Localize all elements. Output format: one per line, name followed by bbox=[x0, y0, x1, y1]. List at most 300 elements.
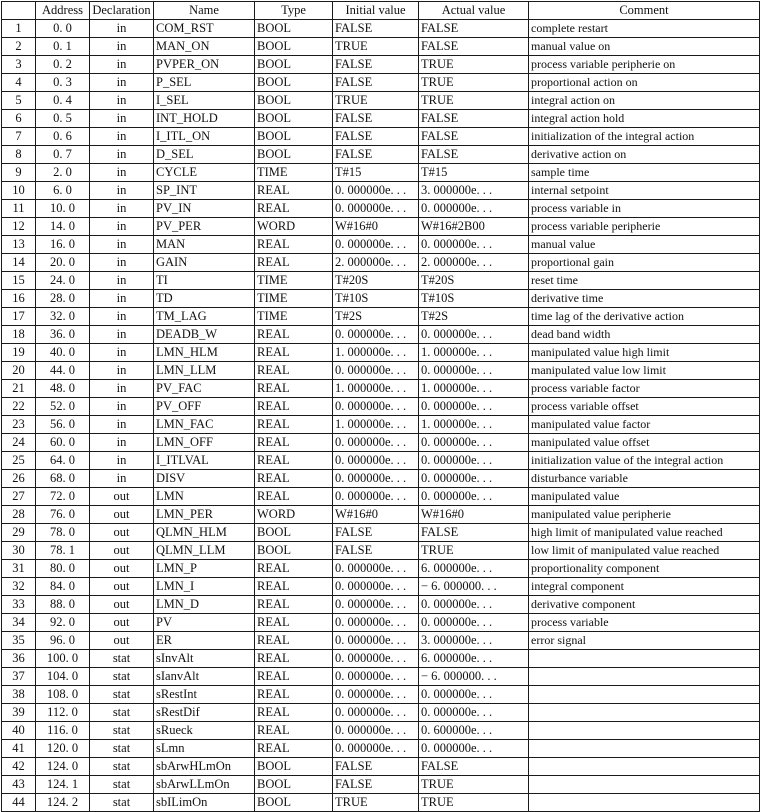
address-cell: 72. 0 bbox=[36, 488, 90, 506]
declaration-cell: in bbox=[90, 74, 154, 92]
declaration-cell: stat bbox=[90, 776, 154, 794]
type-cell: BOOL bbox=[255, 38, 333, 56]
initial-value-cell: TRUE bbox=[333, 794, 419, 812]
comment-cell bbox=[529, 704, 760, 722]
address-cell: 68. 0 bbox=[36, 470, 90, 488]
address-cell: 10. 0 bbox=[36, 200, 90, 218]
name-cell: LMN_OFF bbox=[154, 434, 255, 452]
initial-value-cell: 1. 000000e. . . bbox=[333, 416, 419, 434]
comment-cell: process variable peripherie on bbox=[529, 56, 760, 74]
declaration-cell: stat bbox=[90, 722, 154, 740]
type-cell: BOOL bbox=[255, 110, 333, 128]
name-cell: MAN_ON bbox=[154, 38, 255, 56]
actual-value-cell: T#10S bbox=[419, 290, 529, 308]
comment-cell: derivative action on bbox=[529, 146, 760, 164]
name-cell: I_SEL bbox=[154, 92, 255, 110]
declaration-cell: out bbox=[90, 524, 154, 542]
comment-cell: error signal bbox=[529, 632, 760, 650]
table-row bbox=[2, 110, 760, 128]
row-number: 15 bbox=[2, 272, 36, 290]
address-cell: 100. 0 bbox=[36, 650, 90, 668]
actual-value-cell: 6. 000000e. . . bbox=[419, 560, 529, 578]
header-actual-value: Actual value bbox=[419, 2, 529, 20]
address-cell: 0. 6 bbox=[36, 128, 90, 146]
name-cell: PV_PER bbox=[154, 218, 255, 236]
type-cell: BOOL bbox=[255, 56, 333, 74]
table-body bbox=[2, 20, 760, 812]
initial-value-cell: FALSE bbox=[333, 56, 419, 74]
actual-value-cell: T#15 bbox=[419, 164, 529, 182]
type-cell: REAL bbox=[255, 632, 333, 650]
actual-value-cell: W#16#0 bbox=[419, 506, 529, 524]
actual-value-cell: TRUE bbox=[419, 542, 529, 560]
initial-value-cell: 0. 000000e. . . bbox=[333, 470, 419, 488]
row-number: 24 bbox=[2, 434, 36, 452]
type-cell: REAL bbox=[255, 326, 333, 344]
initial-value-cell: T#15 bbox=[333, 164, 419, 182]
declaration-cell: in bbox=[90, 92, 154, 110]
type-cell: TIME bbox=[255, 290, 333, 308]
row-number: 28 bbox=[2, 506, 36, 524]
actual-value-cell: 1. 000000e. . . bbox=[419, 380, 529, 398]
row-number: 40 bbox=[2, 722, 36, 740]
row-number: 26 bbox=[2, 470, 36, 488]
name-cell: sIanvAlt bbox=[154, 668, 255, 686]
declaration-cell: in bbox=[90, 380, 154, 398]
type-cell: REAL bbox=[255, 434, 333, 452]
name-cell: SP_INT bbox=[154, 182, 255, 200]
declaration-cell: out bbox=[90, 542, 154, 560]
address-cell: 6. 0 bbox=[36, 182, 90, 200]
address-cell: 112. 0 bbox=[36, 704, 90, 722]
actual-value-cell: FALSE bbox=[419, 758, 529, 776]
row-number: 10 bbox=[2, 182, 36, 200]
table-row bbox=[2, 506, 760, 524]
type-cell: REAL bbox=[255, 488, 333, 506]
actual-value-cell: 1. 000000e. . . bbox=[419, 344, 529, 362]
name-cell: TI bbox=[154, 272, 255, 290]
name-cell: MAN bbox=[154, 236, 255, 254]
actual-value-cell: FALSE bbox=[419, 38, 529, 56]
row-number: 16 bbox=[2, 290, 36, 308]
address-cell: 124. 1 bbox=[36, 776, 90, 794]
table-row bbox=[2, 722, 760, 740]
address-cell: 32. 0 bbox=[36, 308, 90, 326]
row-number: 25 bbox=[2, 452, 36, 470]
address-cell: 76. 0 bbox=[36, 506, 90, 524]
row-number: 4 bbox=[2, 74, 36, 92]
row-number: 37 bbox=[2, 668, 36, 686]
row-number: 31 bbox=[2, 560, 36, 578]
declaration-cell: in bbox=[90, 200, 154, 218]
row-number: 19 bbox=[2, 344, 36, 362]
initial-value-cell: W#16#0 bbox=[333, 218, 419, 236]
actual-value-cell: 0. 000000e. . . bbox=[419, 362, 529, 380]
address-cell: 124. 0 bbox=[36, 758, 90, 776]
row-number: 32 bbox=[2, 578, 36, 596]
row-number: 8 bbox=[2, 146, 36, 164]
name-cell: QLMN_LLM bbox=[154, 542, 255, 560]
row-number: 11 bbox=[2, 200, 36, 218]
table-row bbox=[2, 56, 760, 74]
declaration-cell: in bbox=[90, 398, 154, 416]
name-cell: PVPER_ON bbox=[154, 56, 255, 74]
actual-value-cell: 0. 000000e. . . bbox=[419, 470, 529, 488]
actual-value-cell: 1. 000000e. . . bbox=[419, 416, 529, 434]
comment-cell: disturbance variable bbox=[529, 470, 760, 488]
table-row bbox=[2, 542, 760, 560]
name-cell: LMN_HLM bbox=[154, 344, 255, 362]
name-cell: PV bbox=[154, 614, 255, 632]
actual-value-cell: T#2S bbox=[419, 308, 529, 326]
header-comment: Comment bbox=[529, 2, 760, 20]
table-row bbox=[2, 758, 760, 776]
address-cell: 48. 0 bbox=[36, 380, 90, 398]
table-row bbox=[2, 524, 760, 542]
initial-value-cell: FALSE bbox=[333, 110, 419, 128]
row-number: 23 bbox=[2, 416, 36, 434]
initial-value-cell: W#16#0 bbox=[333, 506, 419, 524]
row-number: 33 bbox=[2, 596, 36, 614]
address-cell: 78. 0 bbox=[36, 524, 90, 542]
row-number: 27 bbox=[2, 488, 36, 506]
type-cell: BOOL bbox=[255, 92, 333, 110]
initial-value-cell: 0. 000000e. . . bbox=[333, 434, 419, 452]
initial-value-cell: 0. 000000e. . . bbox=[333, 740, 419, 758]
row-number: 41 bbox=[2, 740, 36, 758]
actual-value-cell: FALSE bbox=[419, 110, 529, 128]
declaration-cell: stat bbox=[90, 758, 154, 776]
name-cell: sRestDif bbox=[154, 704, 255, 722]
initial-value-cell: FALSE bbox=[333, 776, 419, 794]
row-number: 29 bbox=[2, 524, 36, 542]
declaration-cell: in bbox=[90, 38, 154, 56]
header-declaration: Declaration bbox=[90, 2, 154, 20]
address-cell: 64. 0 bbox=[36, 452, 90, 470]
name-cell: TD bbox=[154, 290, 255, 308]
initial-value-cell: 0. 000000e. . . bbox=[333, 398, 419, 416]
table-row bbox=[2, 614, 760, 632]
address-cell: 0. 0 bbox=[36, 20, 90, 38]
comment-cell: derivative component bbox=[529, 596, 760, 614]
table-row bbox=[2, 632, 760, 650]
comment-cell: manipulated value low limit bbox=[529, 362, 760, 380]
comment-cell: process variable bbox=[529, 614, 760, 632]
actual-value-cell: TRUE bbox=[419, 56, 529, 74]
table-row bbox=[2, 776, 760, 794]
type-cell: BOOL bbox=[255, 542, 333, 560]
type-cell: REAL bbox=[255, 398, 333, 416]
actual-value-cell: 0. 000000e. . . bbox=[419, 740, 529, 758]
table-row bbox=[2, 344, 760, 362]
table-row bbox=[2, 92, 760, 110]
comment-cell: low limit of manipulated value reached bbox=[529, 542, 760, 560]
table-row bbox=[2, 578, 760, 596]
actual-value-cell: 2. 000000e. . . bbox=[419, 254, 529, 272]
type-cell: BOOL bbox=[255, 20, 333, 38]
type-cell: REAL bbox=[255, 380, 333, 398]
comment-cell: manipulated value factor bbox=[529, 416, 760, 434]
comment-cell: process variable factor bbox=[529, 380, 760, 398]
actual-value-cell: FALSE bbox=[419, 128, 529, 146]
declaration-cell: in bbox=[90, 254, 154, 272]
declaration-cell: in bbox=[90, 110, 154, 128]
row-number: 5 bbox=[2, 92, 36, 110]
declaration-cell: in bbox=[90, 146, 154, 164]
name-cell: PV_OFF bbox=[154, 398, 255, 416]
type-cell: REAL bbox=[255, 668, 333, 686]
initial-value-cell: FALSE bbox=[333, 20, 419, 38]
comment-cell: manipulated value peripherie bbox=[529, 506, 760, 524]
type-cell: REAL bbox=[255, 722, 333, 740]
actual-value-cell: 0. 000000e. . . bbox=[419, 434, 529, 452]
name-cell: COM_RST bbox=[154, 20, 255, 38]
row-number: 38 bbox=[2, 686, 36, 704]
actual-value-cell: − 6. 000000. . . bbox=[419, 578, 529, 596]
comment-cell: complete restart bbox=[529, 20, 760, 38]
type-cell: REAL bbox=[255, 200, 333, 218]
type-cell: TIME bbox=[255, 308, 333, 326]
declaration-cell: stat bbox=[90, 686, 154, 704]
comment-cell: manual value bbox=[529, 236, 760, 254]
comment-cell: process variable peripherie bbox=[529, 218, 760, 236]
comment-cell bbox=[529, 722, 760, 740]
type-cell: REAL bbox=[255, 416, 333, 434]
initial-value-cell: T#2S bbox=[333, 308, 419, 326]
declaration-cell: in bbox=[90, 308, 154, 326]
type-cell: WORD bbox=[255, 506, 333, 524]
declaration-cell: stat bbox=[90, 668, 154, 686]
name-cell: sRestInt bbox=[154, 686, 255, 704]
name-cell: LMN_LLM bbox=[154, 362, 255, 380]
table-row bbox=[2, 794, 760, 812]
row-number: 35 bbox=[2, 632, 36, 650]
actual-value-cell: 0. 000000e. . . bbox=[419, 200, 529, 218]
actual-value-cell: FALSE bbox=[419, 20, 529, 38]
actual-value-cell: 0. 000000e. . . bbox=[419, 596, 529, 614]
table-row bbox=[2, 182, 760, 200]
initial-value-cell: 0. 000000e. . . bbox=[333, 614, 419, 632]
table-row bbox=[2, 650, 760, 668]
row-number: 22 bbox=[2, 398, 36, 416]
address-cell: 20. 0 bbox=[36, 254, 90, 272]
type-cell: REAL bbox=[255, 560, 333, 578]
table-row bbox=[2, 434, 760, 452]
declaration-cell: in bbox=[90, 470, 154, 488]
name-cell: D_SEL bbox=[154, 146, 255, 164]
initial-value-cell: T#20S bbox=[333, 272, 419, 290]
type-cell: BOOL bbox=[255, 776, 333, 794]
address-cell: 16. 0 bbox=[36, 236, 90, 254]
table-row bbox=[2, 740, 760, 758]
comment-cell: time lag of the derivative action bbox=[529, 308, 760, 326]
parameter-table bbox=[1, 1, 760, 812]
actual-value-cell: 6. 000000e. . . bbox=[419, 650, 529, 668]
row-number: 42 bbox=[2, 758, 36, 776]
row-number: 6 bbox=[2, 110, 36, 128]
table-row bbox=[2, 686, 760, 704]
name-cell: GAIN bbox=[154, 254, 255, 272]
address-cell: 56. 0 bbox=[36, 416, 90, 434]
comment-cell bbox=[529, 668, 760, 686]
comment-cell: process variable offset bbox=[529, 398, 760, 416]
actual-value-cell: TRUE bbox=[419, 794, 529, 812]
type-cell: REAL bbox=[255, 182, 333, 200]
table-row bbox=[2, 452, 760, 470]
name-cell: sbILimOn bbox=[154, 794, 255, 812]
row-number: 7 bbox=[2, 128, 36, 146]
row-number: 9 bbox=[2, 164, 36, 182]
declaration-cell: out bbox=[90, 488, 154, 506]
row-number: 18 bbox=[2, 326, 36, 344]
name-cell: TM_LAG bbox=[154, 308, 255, 326]
row-number: 13 bbox=[2, 236, 36, 254]
name-cell: LMN_P bbox=[154, 560, 255, 578]
actual-value-cell: FALSE bbox=[419, 524, 529, 542]
row-number: 44 bbox=[2, 794, 36, 812]
actual-value-cell: TRUE bbox=[419, 776, 529, 794]
declaration-cell: in bbox=[90, 434, 154, 452]
comment-cell bbox=[529, 776, 760, 794]
initial-value-cell: FALSE bbox=[333, 542, 419, 560]
comment-cell: sample time bbox=[529, 164, 760, 182]
type-cell: REAL bbox=[255, 236, 333, 254]
declaration-cell: out bbox=[90, 614, 154, 632]
type-cell: TIME bbox=[255, 164, 333, 182]
table-row bbox=[2, 416, 760, 434]
address-cell: 44. 0 bbox=[36, 362, 90, 380]
type-cell: BOOL bbox=[255, 794, 333, 812]
initial-value-cell: FALSE bbox=[333, 758, 419, 776]
declaration-cell: in bbox=[90, 344, 154, 362]
initial-value-cell: FALSE bbox=[333, 74, 419, 92]
comment-cell: dead band width bbox=[529, 326, 760, 344]
comment-cell: manipulated value high limit bbox=[529, 344, 760, 362]
comment-cell: manual value on bbox=[529, 38, 760, 56]
row-number: 30 bbox=[2, 542, 36, 560]
address-cell: 96. 0 bbox=[36, 632, 90, 650]
header-number bbox=[2, 2, 36, 20]
declaration-cell: in bbox=[90, 290, 154, 308]
table-row bbox=[2, 362, 760, 380]
initial-value-cell: FALSE bbox=[333, 524, 419, 542]
address-cell: 116. 0 bbox=[36, 722, 90, 740]
initial-value-cell: 1. 000000e. . . bbox=[333, 380, 419, 398]
initial-value-cell: 0. 000000e. . . bbox=[333, 722, 419, 740]
name-cell: LMN_FAC bbox=[154, 416, 255, 434]
comment-cell bbox=[529, 740, 760, 758]
row-number: 17 bbox=[2, 308, 36, 326]
initial-value-cell: 0. 000000e. . . bbox=[333, 326, 419, 344]
table-row bbox=[2, 38, 760, 56]
comment-cell: proportional action on bbox=[529, 74, 760, 92]
header-row bbox=[2, 2, 760, 20]
declaration-cell: stat bbox=[90, 740, 154, 758]
actual-value-cell: W#16#2B00 bbox=[419, 218, 529, 236]
row-number: 36 bbox=[2, 650, 36, 668]
comment-cell: internal setpoint bbox=[529, 182, 760, 200]
header-type: Type bbox=[255, 2, 333, 20]
address-cell: 108. 0 bbox=[36, 686, 90, 704]
address-cell: 104. 0 bbox=[36, 668, 90, 686]
table-row bbox=[2, 254, 760, 272]
table-row bbox=[2, 20, 760, 38]
type-cell: REAL bbox=[255, 596, 333, 614]
initial-value-cell: FALSE bbox=[333, 128, 419, 146]
table-row bbox=[2, 308, 760, 326]
name-cell: LMN_PER bbox=[154, 506, 255, 524]
actual-value-cell: 0. 600000e. . . bbox=[419, 722, 529, 740]
type-cell: REAL bbox=[255, 344, 333, 362]
comment-cell bbox=[529, 650, 760, 668]
comment-cell: proportionality component bbox=[529, 560, 760, 578]
name-cell: LMN_D bbox=[154, 596, 255, 614]
address-cell: 0. 4 bbox=[36, 92, 90, 110]
initial-value-cell: FALSE bbox=[333, 146, 419, 164]
actual-value-cell: TRUE bbox=[419, 74, 529, 92]
declaration-cell: in bbox=[90, 416, 154, 434]
name-cell: LMN_I bbox=[154, 578, 255, 596]
declaration-cell: in bbox=[90, 128, 154, 146]
name-cell: sRueck bbox=[154, 722, 255, 740]
table-row bbox=[2, 380, 760, 398]
actual-value-cell: 0. 000000e. . . bbox=[419, 398, 529, 416]
initial-value-cell: T#10S bbox=[333, 290, 419, 308]
row-number: 20 bbox=[2, 362, 36, 380]
type-cell: BOOL bbox=[255, 74, 333, 92]
header-name: Name bbox=[154, 2, 255, 20]
table-row bbox=[2, 164, 760, 182]
type-cell: REAL bbox=[255, 452, 333, 470]
comment-cell: initialization of the integral action bbox=[529, 128, 760, 146]
type-cell: REAL bbox=[255, 614, 333, 632]
declaration-cell: stat bbox=[90, 650, 154, 668]
table-row bbox=[2, 470, 760, 488]
declaration-cell: in bbox=[90, 272, 154, 290]
address-cell: 120. 0 bbox=[36, 740, 90, 758]
initial-value-cell: 0. 000000e. . . bbox=[333, 650, 419, 668]
declaration-cell: out bbox=[90, 560, 154, 578]
address-cell: 60. 0 bbox=[36, 434, 90, 452]
initial-value-cell: 2. 000000e. . . bbox=[333, 254, 419, 272]
row-number: 43 bbox=[2, 776, 36, 794]
name-cell: P_SEL bbox=[154, 74, 255, 92]
name-cell: CYCLE bbox=[154, 164, 255, 182]
type-cell: TIME bbox=[255, 272, 333, 290]
actual-value-cell: 0. 000000e. . . bbox=[419, 326, 529, 344]
row-number: 3 bbox=[2, 56, 36, 74]
row-number: 39 bbox=[2, 704, 36, 722]
declaration-cell: in bbox=[90, 362, 154, 380]
actual-value-cell: T#20S bbox=[419, 272, 529, 290]
comment-cell: proportional gain bbox=[529, 254, 760, 272]
initial-value-cell: 0. 000000e. . . bbox=[333, 560, 419, 578]
table-row bbox=[2, 290, 760, 308]
table-row bbox=[2, 326, 760, 344]
row-number: 34 bbox=[2, 614, 36, 632]
name-cell: sbArwHLmOn bbox=[154, 758, 255, 776]
actual-value-cell: 0. 000000e. . . bbox=[419, 686, 529, 704]
type-cell: BOOL bbox=[255, 524, 333, 542]
address-cell: 0. 2 bbox=[36, 56, 90, 74]
comment-cell: process variable in bbox=[529, 200, 760, 218]
declaration-cell: stat bbox=[90, 704, 154, 722]
address-cell: 78. 1 bbox=[36, 542, 90, 560]
table-row bbox=[2, 146, 760, 164]
initial-value-cell: TRUE bbox=[333, 38, 419, 56]
address-cell: 88. 0 bbox=[36, 596, 90, 614]
address-cell: 0. 7 bbox=[36, 146, 90, 164]
